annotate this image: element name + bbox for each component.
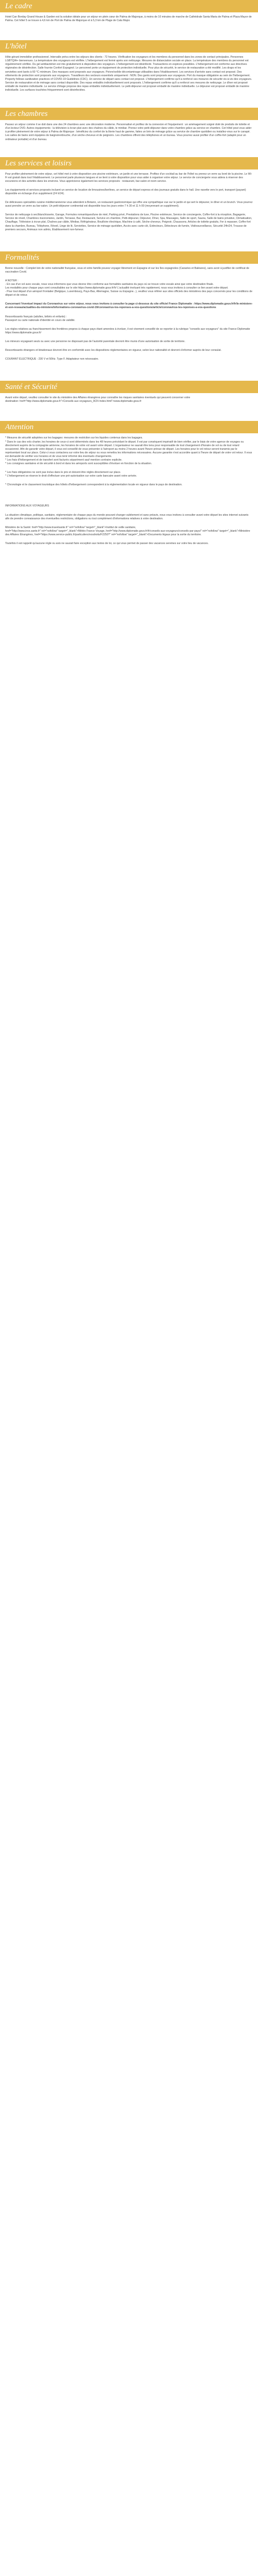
formalites-paragraph: Concernant l'éventuel impact du Coronavirus sur votre séjour, nous vous invitons à consulter la page ci-dessous du site officiel France Diplomatie : https://www.diplomatie.gouv.fr/fr/le-ministere-et-son-reseau/actualites-du-ministere/informations-coronavirus-covid-19/coronavirus-les-reponses-a-vos-questions/article/coronavirus-les-reponses-a-vos-questions <box>5 302 253 310</box>
formalites-paragraph: Les règles relatives au franchissement des frontières propres à chaque pays étant amenées à évoluer, il est vivement conseillé de se reporter à la rubrique "conseils aux voyageurs" du site France Diplomatie https://www.diplomatie.gouv.fr/ <box>5 327 251 334</box>
section-sante <box>0 381 258 411</box>
formalites-paragraph: Ressortissants français (adultes, bébés et enfants) : Passeport ou carte nationale d'identité en cours de validité. <box>5 315 75 322</box>
section-title-chambres: Les chambres <box>0 108 258 120</box>
info-paragraph: La situation climatique, politique, sanitaire, réglementaire de chaque pays du monde pouvant changer subitement et sans préavis, nous vous invitons à consulter avant votre départ les sites internet suivants afin de prendre connaissance des éventuelles restrictions, obligations ou tout complément d'informations relatives à votre destination. <box>5 513 249 520</box>
section-title-hotel: L'hôtel <box>0 40 258 53</box>
services-paragraph: Service de nettoyage à sec/blanchisserie, Garage, Formules romantiques/lune de miel, Parking privé, Prestations de luxe, Piscine extérieure, Service de conciergerie, Coffre-fort à la réception, Bagagerie, Service de réveil, Chambres insonorisées, Jardin, Terrasse, Bar, Restaurant, Service en chambre, Petit-déjeuner, Déjeuner, Dîner, Spa, Massages, Salle de sport, Sauna, Salle de bains privative, Climatisation, Chauffage, Télévision à écran plat, Chaînes par câble, Minibar, Réfrigérateur, Bouilloire électrique, Machine à café, Sèche-cheveux, Peignoir, Chaussons, Articles de toilette gratuits, Fer à repasser, Coffre-fort dans la chambre, Bureau, Téléphone, Réveil, Linge de lit, Serviettes, Service de ménage quotidien, Accès avec carte-clé, Extincteurs, Détecteurs de fumée, Vidéosurveillance, Sécurité 24h/24, Trousse de premiers secours, Animaux non admis, Établissement non-fumeur. <box>5 213 253 231</box>
section-title-cadre: Le cadre <box>0 0 258 12</box>
section-title-formalites: Formalités <box>0 251 258 264</box>
section-info <box>0 501 258 555</box>
services-paragraph: De délicieuses spécialités cuisine méditerranéenne vous attendent à Botanic, un restaurant gastronomique qui offre une sympathique vue sur le jardin et qui sert le déjeuner, le dîner et un brunch. Vous pourrez aussi prendre un verre au bar-salon. Un petit-déjeuner continental est disponible tous les jours entre 7 h 30 et 11 h 00 (moyennant un supplément). <box>5 201 253 208</box>
page <box>0 0 258 555</box>
cadre-paragraph: Hotel Can Borday Grand House & Garden est la solution idéale pour un séjour en plein cœur de Palma de Majorque, à moins de 10 minutes de marche de Cathédrale Santa Maria de Palma et Plaza Mayor de Palma. Cet hôtel 5 se trouve à 4,6 km de Port de Palma de Majorque et à 5,3 km de Plage de Cala Major. <box>5 15 253 23</box>
section-formalites <box>0 251 258 371</box>
formalites-paragraph: A NOTER : - En cas d'un vol avec escale, nous vous informons que vous devrez être conforme aux formalités sanitaires du pays où se trouve votre escale ainsi que votre destination finale. Les modalités pour chaque pays sont consultables sur le site https://www.diplomatie.gouv.fr/fr/ L'actualité évoluant très rapidement, nous vous invitons à consulter ce lien avant votre départ. - Pour tout départ d'un aéroport frontalier (Belgique, Luxembourg, Pays-Bas, Allemagne, Suisse ou Espagne...), veuillez vous référer aux sites officiels des ministères des pays concernés pour les conditions de départ et de retour. <box>5 279 252 297</box>
chambres-paragraph: Passez un séjour comme il se doit dans une des 24 chambres avec une décoration moderne. Personnalisé et profitez de la connexion et l'équipement : un aménagement soigné doté de produits de toilette et d'un lecteur DVD. Autres équipements : la télévision à écran plat avec des chaînes du câble, le minibar. Prenez votre petit-déjeuner dans votre chambre grâce au service en chambre. Cet hôtel peut vous aider à profiter pleinement de votre séjour à Palma de Majorque : bénéficiez du confort de la literie haut de gamme, faites un brin de ménage grâce au service de chambre quotidien ou installez-vous sur le canapé. Les salles de bains sont équipées de baignoire/douche, d'un sèche-cheveux et de peignoirs. Les chambres offrent des téléphones et un bureau. Vous pourrez aussi profiter d'un coffre-fort (adapté pour un ordinateur portable) et d'un bureau. <box>5 123 252 141</box>
section-hotel <box>0 40 258 99</box>
services-paragraph: Pour profiter pleinement de votre séjour, cet hôtel met à votre disposition une piscine extérieure, un jardin et une terrasse. Profitez d'un cocktail au bar de l'hôtel ou prenez un verre au bord de la piscine. Le Wi-Fi est gratuit dans tout l'établissement. Le personnel parle plusieurs langues et se tient à votre disposition pour vous aider à organiser votre séjour. Le service de conciergerie vous aidera à réserver des excursions et des activités dans les environs. Vous apprécierez également les services proposés : restaurant, bar-salon et room service. <box>5 172 252 183</box>
section-services <box>0 157 258 241</box>
services-paragraph: Les équipements et services proposés incluent un service de location de limousines/berlines, un service de départ express et des journaux gratuits dans le hall. Une navette vers le port, transport (payant) disponible en échange d'un supplément (24 h/24). <box>5 188 247 195</box>
hotel-paragraph: Hôte gérant immobilier professionnel. Intervalle prévu entre les séjours des clients : 72 heures. Vérification les voyageurs et les membres du personnel dans les zones de contact principales. Personnes LGBTQIA+ bienvenues. La température des voyageurs est vérifiée. L'hébergement est fermé après son nettoyage. Mesures de distanciation sociale en place. La température des membres du personnel est régulièrement vérifiée. Du gel antibactérien est mis gratuitement à disposition des voyageurs. L'hébergement est désinfecté. Transactions en espèces possibles. L'hébergement est conforme aux directives régionales de désinfection. Salle fournie Confort Espagnol. Le personnel porte un équipement de protection individuelle. Pour plus de sécurité, le service de restauration a été modifié. Les draps et les serviettes sont lavés à 60 °C minimum. Des masques sont proposés aux voyageurs. Poivre/sel/de décontaminage utilisables dans l'établissement. Les services d'arrivée sans contact est proposé. Des vêtements de protection sont proposés aux voyageurs. Travailleurs des secteurs essentiels uniquement : NON. Des gants sont proposés aux voyageurs. Port du masque obligatoire au sein de l'hébergement. Property follows sanitization practices of COVID-19 Guidelines (CDC). Un service de départ sans contact est proposé. L'hébergement confirme qu'il a renforcé ses mesures de sécurité vis-à-vis des voyageurs. Service de restauration et de ménage sans contact disponible. Des repas emballés individuellement sont proposés. L'hébergement confirme qu'il a renforcé ses mesures de nettoyage. Le dîner est proposé emballé de manière individuelle. Le service d'étage propose des repas emballés individuellement. Le petit-déjeuner est proposé emballé de manière individuelle. Le déjeuner est proposé emballé de manière individuelle. Les surfaces touchées fréquemment sont désinfectées. <box>5 56 253 92</box>
section-title-attention: Attention <box>0 421 258 433</box>
section-title-services: Les services et loisirs <box>0 157 258 170</box>
formalites-paragraph: Bonne nouvelle : Complet loin de votre nationalité française, vous et votre famille pouvez voyager librement en Espagne et sur les îles espagnoles (Canaries et Baléares), sans avoir à justifier de certificat de vaccination Covid. <box>5 266 250 274</box>
attention-paragraph: * Chronologie et le classement touristique des hôtels d'hébergement correspondent à la réglementation locale en vigueur dans le pays de destination. <box>5 483 183 487</box>
section-cadre <box>0 0 258 30</box>
sante-paragraph: Avant votre départ, veuillez consulter le site du ministère des Affaires étrangères pour connaître les risques sanitaires éventuels qui peuvent concerner votre destination: href="http://www.diplomatie.gouv.fr">Conseils aux voyageurs_9CN Index.html">www.diplomatie.gouv.fr <box>5 396 190 403</box>
formalites-paragraph: Les mineurs voyageant seuls ou avec une personne ne disposant pas de l'autorité parentale devront être munis d'une autorisation de sortie de territoire. <box>5 340 185 343</box>
attention-paragraph: * Les frais obligatoires ne sont pas inclus dans le prix et doivent être réglés directement sur place. * L'hébergement se réserve le droit d'effectuer une pré-autorisation sur votre carte bancaire avant votre arrivée. <box>5 471 137 478</box>
info-paragraph: Ministère de la Santé: href="http://www.travelsante.fr" rel="nofollow" target="_blank">Institut de veille sanitaire, href="http://www.invs.sante.fr" rel="nofollow" target="_blank">Météo France Voyage, href="http://www.diplomatie.gouv.fr/fr/conseils-aux-voyageurs/conseils-par-pays/" rel="nofollow" target="_blank">Ministère des Affaires Étrangères, href="https://www.service-public.fr/particuliers/vosdroits/F2250?" rel="nofollow" target="_blank">Documents légaux pour la sortie du territoire. <box>5 526 250 536</box>
section-attention <box>0 421 258 496</box>
info-title: INFORMATIONS AUX VOYAGEURS <box>5 504 50 508</box>
info-paragraph: Toutefois il est rappelé qu'aucune règle ou avis ne saurait faire exception aux textes de loi, ce qui vous permet de passer des vacances sereines sur votre lieu de vacances. <box>5 542 209 545</box>
section-chambres <box>0 108 258 148</box>
formalites-paragraph: Ressortissants étrangers et binationaux devront être en conformité avec les dispositions réglementaires en vigueur, selon leur nationalité et devront s'informer auprès de leur consulat. <box>5 349 222 352</box>
attention-paragraph: * Mesures de sécurité adoptées sur les bagages: mesures de restriction sur les liquides contenus dans les bagages. * Dans le cas des vols charter, les horaires de ceux-ci sont déterminés dans les 48 heures précédant le départ. Il est par conséquent impératif de bien vérifier, par le biais de votre agence de voyages ou directement auprès de la compagnie aérienne, les horaires de votre vol avant votre départ. L'organisateur ne saurait être tenu pour responsable de tout changement d'horaire de vol ou de tout retard occasionné. Afin de garantir votre départ, il vous est conseillé de vous présenter à l'aéroport au moins 2 heures avant l'heure prévue de départ. Les horaires pour le vol retour seront transmis par le représentant local sur place. Celui-ci vous contactera sur votre lieu de séjour ou vous remettra les informations nécessaires. Aucune garantie n'est accordée quant à l'heure de départ de votre vol retour. Il vous est demandé de vérifier vos horaires et de vous tenir informé des éventuels changements. * Les frais d'hébergement et de transfert sont facturés séparément sauf mention contraire explicite. * Les consignes sanitaires et de sécurité à bord et dans les aéroports sont susceptibles d'évoluer en fonction de la situation. <box>5 436 252 466</box>
section-title-sante: Santé et Sécurité <box>0 381 258 393</box>
formalites-paragraph: COURANT ÉLECTRIQUE : 230 V et 50Hz. Type F. Adaptateur non nécessaire. <box>5 358 99 361</box>
